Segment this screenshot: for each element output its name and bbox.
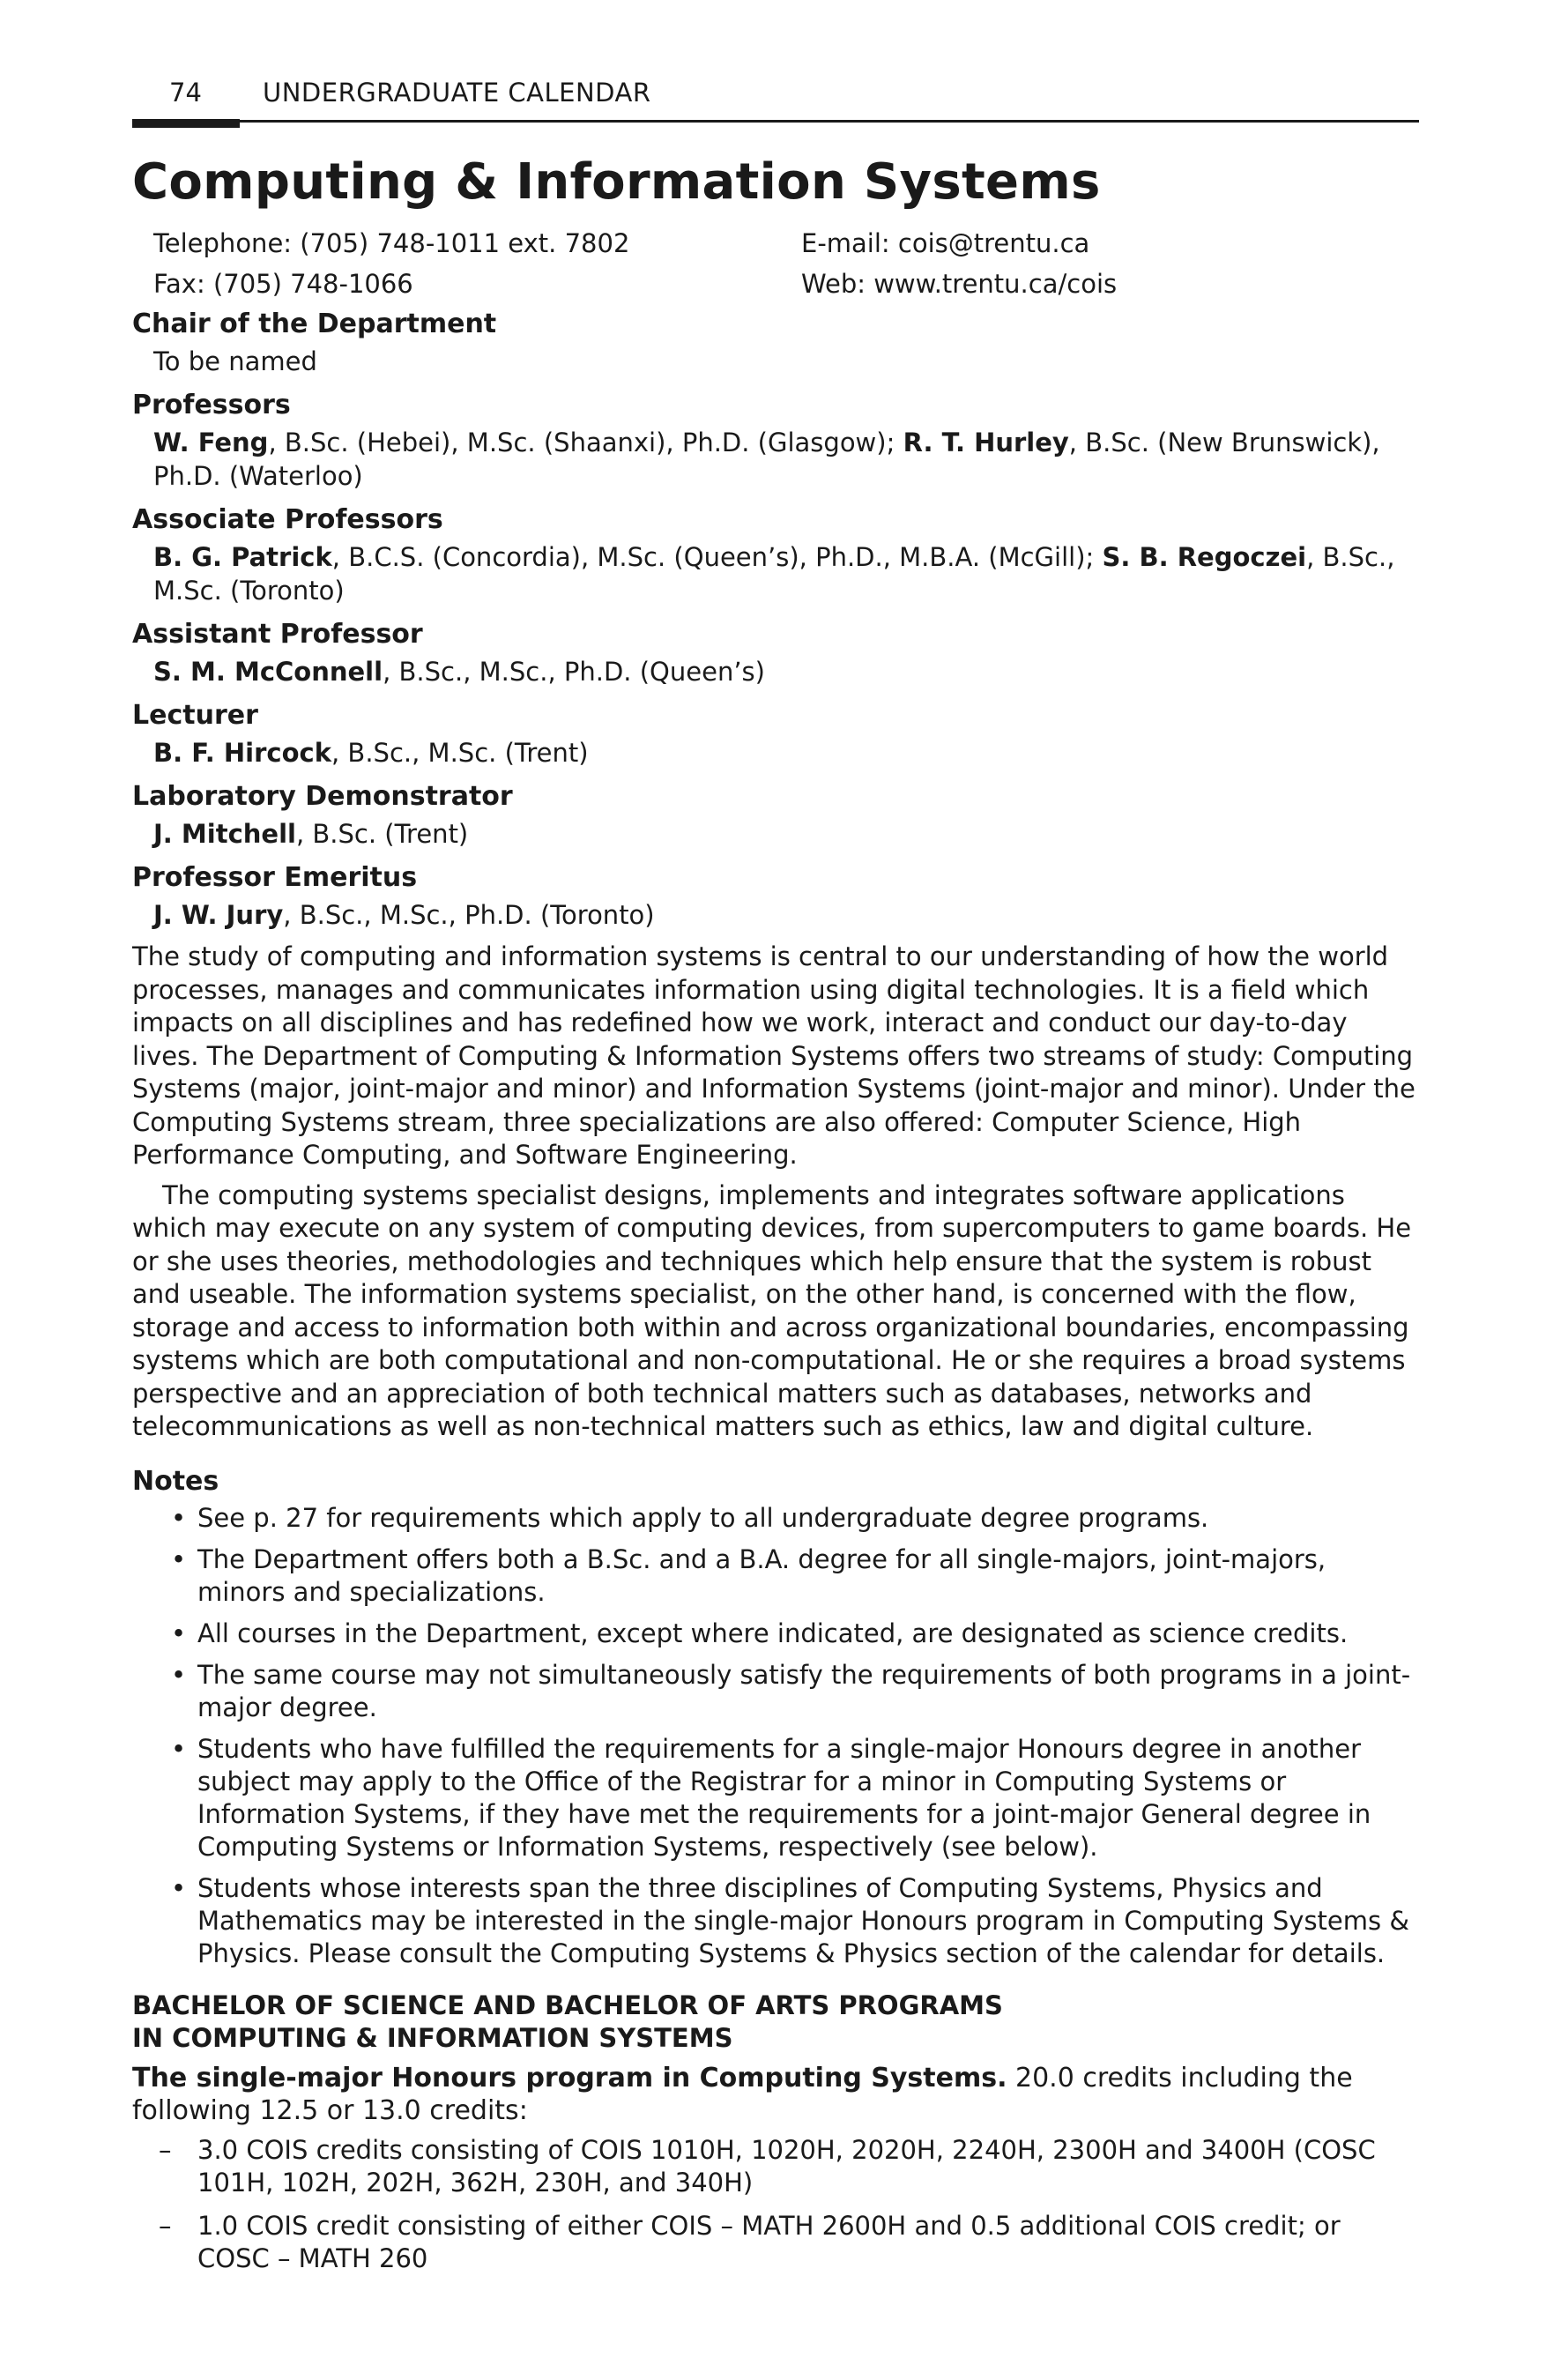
associate-heading: Associate Professors [132,504,443,535]
list-item [132,1733,1419,1863]
faculty-credentials: , B.C.S. (Concordia), M.Sc. (Queen’s), Ph.D., M.B.A. (McGill); [331,542,1103,572]
page-title: Computing & Information Systems [132,153,1101,211]
notes-list [132,1502,1419,1970]
calendar-page [132,78,1419,2286]
list-item [132,1543,1419,1609]
list-item [132,2134,1419,2199]
faculty-credentials: , B.Sc. (Trent) [295,819,469,849]
header-rule [132,120,1419,123]
chair-heading: Chair of the Department [132,309,497,339]
faculty-credentials: , B.Sc. (Hebei), M.Sc. (Shaanxi), Ph.D. (Glasgow); [268,428,903,457]
faculty-name: R. T. Hurley [903,428,1069,457]
telephone: Telephone: (705) 748-1011 ext. 7802 [153,228,630,258]
list-item [132,1659,1419,1724]
lab-heading: Laboratory Demonstrator [132,781,513,812]
faculty-name: B. F. Hircock [153,738,331,768]
list-item [132,1872,1419,1970]
faculty-credentials: , B.Sc. (New Brunswick), Ph.D. (Waterloo) [153,428,1380,491]
emeritus-entry [153,898,1419,932]
professors-list [153,426,1419,493]
dash-icon: – [159,2134,172,2165]
program-text: 20.0 credits including the following 12.5 or 13.0 credits: [132,2062,1353,2126]
list-item [132,2210,1419,2275]
faculty-credentials: , B.Sc., M.Sc., Ph.D. (Queen’s) [383,657,765,687]
faculty-name: J. Mitchell [153,819,296,849]
note-text: The Department offers both a B.Sc. and a B.A. degree for all single-majors, joint-majors, minors and specializations. [197,1543,1326,1607]
fax: Fax: (705) 748-1066 [153,269,413,299]
professors-heading: Professors [132,390,291,420]
programs-heading-line: BACHELOR OF SCIENCE AND BACHELOR OF ARTS PROGRAMS [132,1990,1003,2020]
list-item [132,1502,1419,1535]
notes-heading: Notes [132,1465,219,1497]
faculty-credentials: , B.Sc., M.Sc. (Trent) [331,738,589,768]
intro-paragraph: The computing systems specialist designs, implements and integrates software applications which may execute on any system of computing devices, from supercomputers to game boards. He or she uses theories, methodologies and techniques which help ensure that the system is robust and useable. The information systems specialist, on the other hand, is concerned with the flow, storage and access to information both within and across organizational boundaries, encompassing systems which are both computational and non-computational. He or she requires a broad systems perspective and an appreciation of both technical matters such as databases, networks and telecommunications as well as non-technical matters such as ethics, law and digital culture. [132,1179,1412,1441]
faculty-name: S. M. McConnell [153,657,383,687]
assistant-heading: Assistant Professor [132,619,423,650]
lecturer-heading: Lecturer [132,700,258,731]
bullet-icon: • [171,1733,187,1764]
faculty-name: J. W. Jury [153,900,284,930]
associates-list [153,540,1419,607]
bullet-icon: • [171,1872,187,1903]
program-title: The single-major Honours program in Computing Systems. [132,2062,1007,2094]
faculty-name: S. B. Regoczei [1102,542,1307,572]
running-header [132,78,1419,123]
faculty-name: B. G. Patrick [153,542,332,572]
chair-text: To be named [153,346,317,376]
note-text: All courses in the Department, except where indicated, are designated as science credits. [197,1618,1349,1648]
emeritus-heading: Professor Emeritus [132,862,418,893]
dash-icon: – [159,2210,172,2241]
requirement-text: 3.0 COIS credits consisting of COIS 1010H, 1020H, 2020H, 2240H, 2300H and 3400H (COSC 101H, 102H, 202H, 362H, 230H, and 340H) [197,2134,1376,2198]
requirement-text: 1.0 COIS credit consisting of either COIS – MATH 2600H and 0.5 additional COIS credit; or COSC – MATH 260 [197,2210,1341,2273]
bullet-icon: • [171,1543,187,1574]
page-number: 74 [169,78,202,108]
lab-entry [153,817,1419,851]
programs-heading-line: IN COMPUTING & INFORMATION SYSTEMS [132,2022,733,2053]
faculty-name: W. Feng [153,428,269,457]
list-item [132,1618,1419,1650]
contact-info [153,223,1419,304]
note-text: Students who have fulfilled the requirements for a single-major Honours degree in another subject may apply to the Office of the Registrar for a minor in Computing Systems or Information Systems, if they have met the requirements for a joint-major General degree in Computing Systems or Information Systems, respectively (see below). [197,1733,1371,1862]
note-text: Students whose interests span the three disciplines of Computing Systems, Physics and Mathematics may be interested in the single-major Honours program in Computing Systems & Physics. Please consult the Computing Systems & Physics section of the calendar for details. [197,1872,1409,1968]
web: Web: www.trentu.ca/cois [801,269,1118,299]
note-text: See p. 27 for requirements which apply to all undergraduate degree programs. [197,1502,1209,1533]
assistant-entry [153,655,1419,688]
note-text: The same course may not simultaneously satisfy the requirements of both programs in a joint-major degree. [197,1659,1411,1722]
intro-paragraph: The study of computing and information systems is central to our understanding of how the world processes, manages and communicates information using digital technologies. It is a field which impacts on all disciplines and has redefined how we work, interact and conduct our day-to-day lives. The Department of Computing & Information Systems offers two streams of study: Computing Systems (major, joint-major and minor) and Information Systems (joint-major and minor). Under the Computing Systems stream, three specializations are also offered: Computer Science, High Performance Computing, and Software Engineering. [132,941,1416,1170]
running-title: UNDERGRADUATE CALENDAR [263,78,651,108]
lecturer-entry [153,736,1419,770]
bullet-icon: • [171,1618,187,1648]
faculty-credentials: , B.Sc., M.Sc., Ph.D. (Toronto) [283,900,655,930]
bullet-icon: • [171,1659,187,1690]
faculty-credentials: , B.Sc., M.Sc. (Toronto) [153,542,1395,606]
header-rule-accent [132,119,240,128]
requirements-list [132,2134,1419,2275]
email: E-mail: cois@trentu.ca [801,228,1090,258]
single-major-program [132,2062,1419,2127]
bullet-icon: • [171,1502,187,1533]
programs-heading [132,1990,1419,2055]
